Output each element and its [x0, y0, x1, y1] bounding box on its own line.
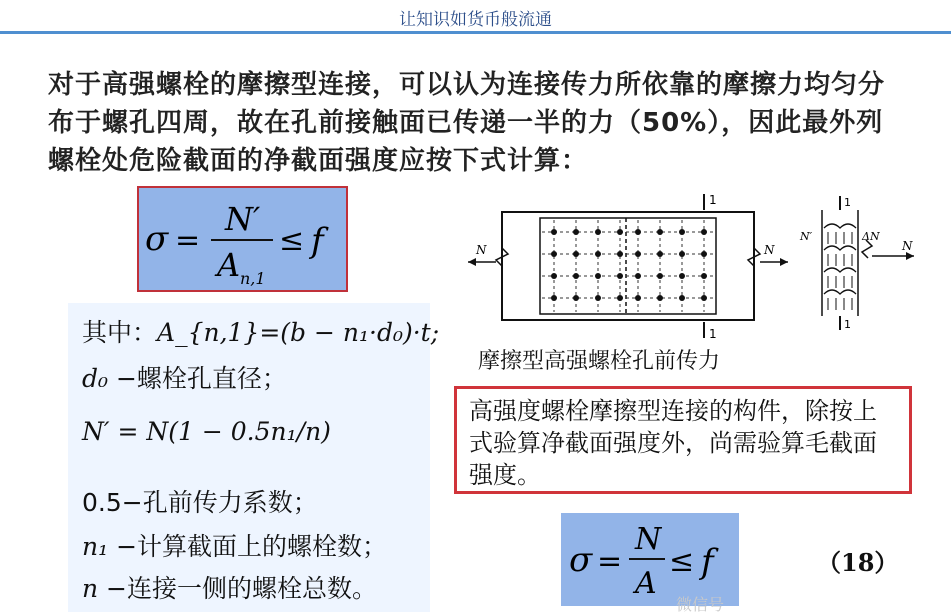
- definition-d0: [82, 359, 287, 395]
- definition-an1: [82, 313, 439, 349]
- intro-paragraph: 对于高强螺栓的摩擦型连接，可以认为连接传力所依靠的摩擦力均匀分布于螺孔四周，故在孔前接触面已传递一半的力（50%），因此最外列螺栓处危险截面的净截面强度应按下式计算：: [48, 70, 886, 176]
- side-load-arrows: [828, 232, 852, 310]
- force-arrowhead-right: [780, 258, 788, 266]
- formula2-numerator: N: [635, 522, 662, 557]
- definition-n1-var: n₁: [82, 532, 109, 561]
- watermark: 微信号: [676, 595, 725, 614]
- header-bar: [0, 0, 951, 34]
- header-title: 让知识如货币般流通: [399, 10, 552, 30]
- formula-net-section: [139, 188, 346, 290]
- note-text: 高强度螺栓摩擦型连接的构件，除按上式验算净截面强度外，尚需验算毛截面强度。: [469, 397, 877, 489]
- formula2-lhs: σ: [569, 540, 593, 580]
- formula1-lhs: σ: [145, 219, 169, 259]
- section-label-bottom: 1: [709, 327, 717, 340]
- force-label-right: N: [764, 243, 775, 257]
- side-section-label-bottom: 1: [844, 318, 851, 331]
- formula1-numerator: N′: [225, 200, 261, 238]
- formula2-leq: ≤: [669, 544, 695, 579]
- diagram-caption: 摩擦型高强螺栓孔前传力: [478, 349, 721, 374]
- force-arrowhead-left: [468, 258, 476, 266]
- definition-nprime: [82, 417, 331, 446]
- definition-n-var: n: [82, 574, 99, 603]
- definition-n-text: −连接一侧的螺栓总数。: [98, 574, 378, 603]
- formula1-denominator-subscript: n,1: [240, 269, 266, 288]
- force-dn-label: ΔN: [862, 230, 880, 243]
- formula1-denominator: A: [217, 246, 241, 284]
- bolt-connection-diagram: [462, 188, 932, 340]
- bolt-grid: [542, 220, 714, 312]
- definition-nprime-formula: N′ = N(1 − 0.5n₁/n): [82, 417, 331, 446]
- definition-lead: 其中：: [82, 318, 158, 347]
- side-force-arrowhead: [906, 252, 914, 260]
- definitions-box: [68, 303, 440, 612]
- definition-d0-var: d₀: [82, 364, 109, 393]
- definition-coefficient-text: 0.5−孔前传力系数；: [82, 488, 318, 517]
- formula-net-section-box: [137, 186, 348, 292]
- definition-d0-text: −螺栓孔直径；: [108, 364, 287, 393]
- definition-an1-formula: A_{n,1}=(b − n₁·d₀)·t;: [157, 318, 440, 347]
- formula2-rhs: f: [701, 542, 714, 582]
- formula1-leq: ≤: [279, 223, 305, 258]
- definition-n1: [82, 527, 387, 563]
- bolts: [551, 229, 707, 301]
- formula2-equals: =: [597, 544, 623, 579]
- note-box: [454, 386, 912, 494]
- definition-n: [82, 569, 377, 605]
- side-force-label: N: [902, 239, 913, 253]
- definition-coefficient: [82, 483, 318, 519]
- side-section-label-top: 1: [844, 196, 851, 209]
- side-friction-curves: [824, 224, 856, 294]
- section-label-top: 1: [709, 193, 717, 207]
- formula2-denominator: A: [635, 566, 657, 601]
- definition-n1-text: −计算截面上的螺栓数；: [108, 532, 388, 561]
- formula1-rhs: f: [311, 221, 324, 261]
- force-label-left: N: [476, 243, 487, 257]
- force-nprime-label: N′: [800, 230, 813, 243]
- equation-number: （18）: [817, 548, 899, 577]
- formula1-equals: =: [175, 223, 201, 258]
